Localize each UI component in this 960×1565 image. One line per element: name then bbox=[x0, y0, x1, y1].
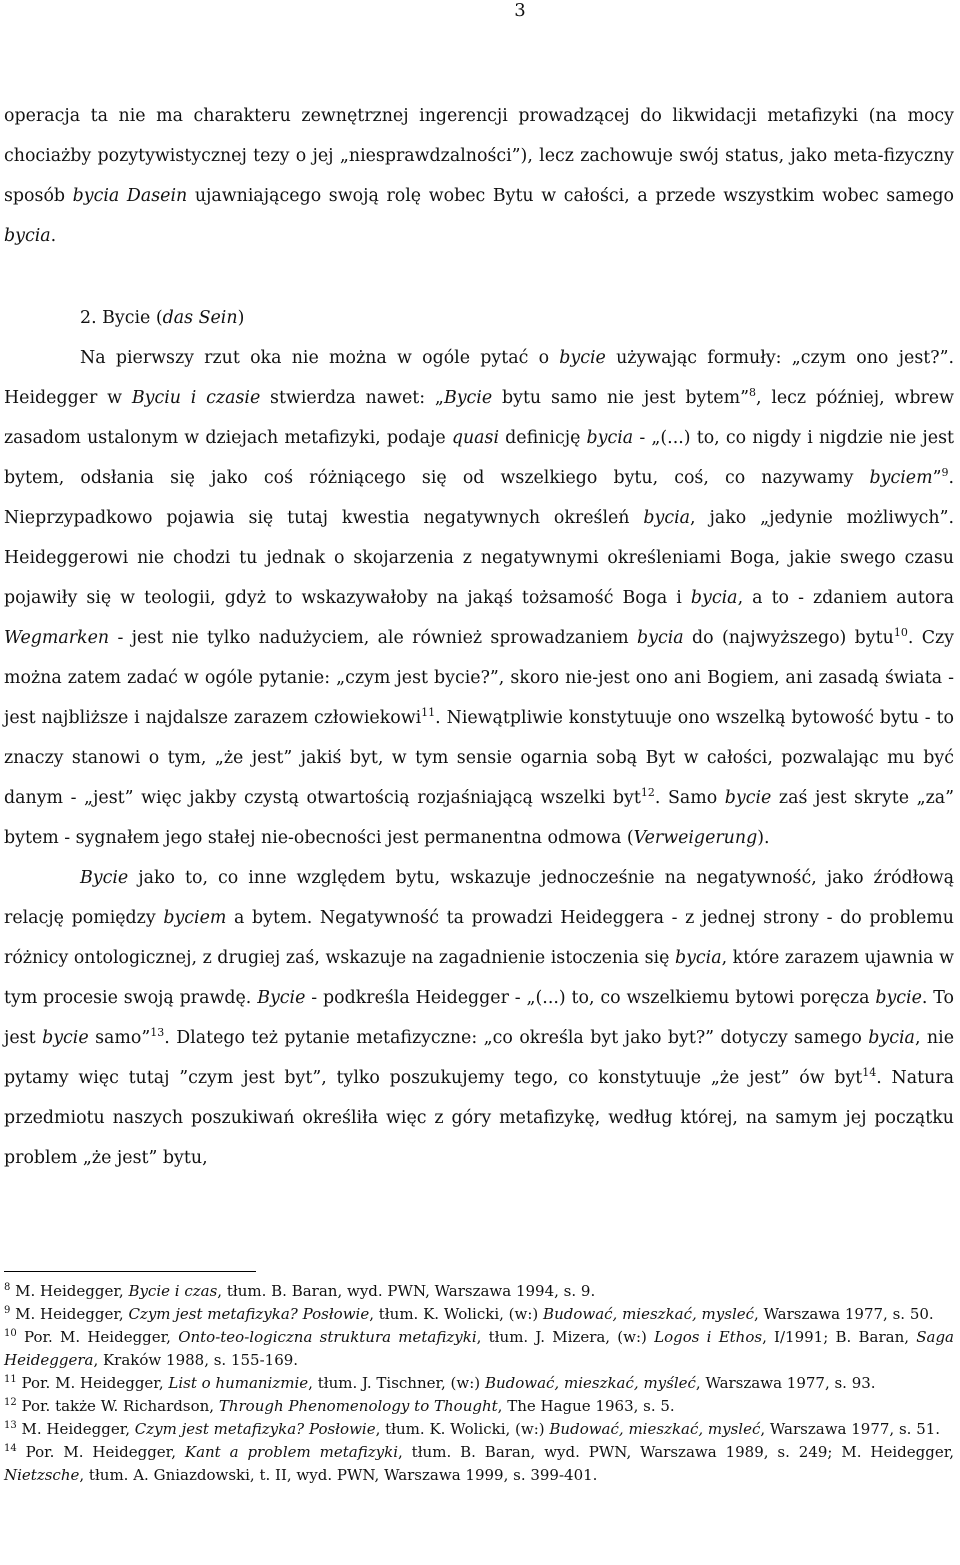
italic-run: Onto-teo-logiczna struktura metafizyki bbox=[178, 1328, 477, 1346]
footnote-ref[interactable]: 13 bbox=[150, 1026, 165, 1040]
italic-run: Budować, mieszkać, mysleć bbox=[549, 1420, 761, 1438]
italic-run: bycie bbox=[724, 788, 772, 808]
text-run: bytu samo nie jest bytem” bbox=[492, 388, 749, 408]
text-run: operacja ta nie ma charakteru zewnętrznej ingerencji prowadzącej do likwidacji metafizyki (na mocy chociażby pozytywistycznej tezy o jej „niesprawdzalności”), lecz zachowuje swój status, jako meta-fizyczny sposób bbox=[4, 106, 954, 206]
text-run: 2. Bycie ( bbox=[80, 308, 163, 328]
text-run: , Kraków 1988, s. 155-169. bbox=[93, 1351, 299, 1369]
text-run: . Dlatego też pytanie metafizyczne: „co określa byt jako byt?” dotyczy samego bbox=[164, 1028, 869, 1048]
footnote-ref[interactable]: 12 bbox=[640, 786, 655, 800]
italic-run: bycia bbox=[868, 1028, 915, 1048]
text-run: , lecz później, wbrew zasadom ustalonym w dziejach metafizyki, podaje bbox=[4, 388, 954, 448]
italic-run: Budować, mieszkać, mysleć bbox=[543, 1305, 755, 1323]
italic-run: bycia bbox=[586, 428, 634, 448]
text-run: . Samo bbox=[654, 788, 725, 808]
text-run: - „(...) to, co nigdy i nigdzie nie jest bytem, odsłania się jako coś różniącego się od wszelkiego bytu, coś, co nazywamy bbox=[4, 428, 954, 488]
text-run: samo” bbox=[88, 1028, 151, 1048]
text-run: , nie pytamy więc tutaj ”czym jest byt”, tylko poszukujemy tego, co konstytuuje „że jest” ów byt bbox=[4, 1028, 954, 1088]
text-run: ujawniającego swoją rolę wobec Bytu w całości, a przede wszystkim wobec samego bbox=[187, 186, 954, 206]
footnote-separator bbox=[4, 1271, 256, 1272]
text-run: definicję bbox=[499, 428, 587, 448]
footnote-number: 12 bbox=[4, 1397, 17, 1408]
footnote-12 bbox=[4, 1395, 954, 1418]
text-run: , a to - zdaniem autora bbox=[737, 588, 954, 608]
text-run: , tłum. J. Tischner, (w:) bbox=[308, 1374, 485, 1392]
text-run: ) bbox=[237, 308, 245, 328]
italic-run: byciem bbox=[869, 468, 933, 488]
italic-run: bycie bbox=[42, 1028, 89, 1048]
text-run: . Nieprzypadkowo pojawia się tutaj kwestia negatywnych określeń bbox=[4, 468, 954, 528]
text-run: M. Heidegger, bbox=[15, 1305, 129, 1323]
page-number: 3 bbox=[514, 0, 526, 21]
paragraph-2 bbox=[4, 338, 954, 858]
text-run: a bytem. Negatywność ta prowadzi Heideggera - z jednej strony - do problemu różnicy ontologicznej, z drugiej zaś, wskazuje na zagadnienie istoczenia się bbox=[4, 908, 954, 968]
italic-run: Byciu i czasie bbox=[131, 388, 261, 408]
italic-run: List o humanizmie bbox=[168, 1374, 309, 1392]
text-run: Na pierwszy rzut oka nie można w ogóle pytać o bbox=[80, 348, 560, 368]
italic-run: Bycie i czas bbox=[128, 1282, 218, 1300]
text-run: ” bbox=[932, 468, 942, 488]
italic-run: Through Phenomenology to Thought bbox=[218, 1397, 498, 1415]
italic-run: Wegmarken bbox=[4, 628, 110, 648]
text-run: , Warszawa 1977, s. 50. bbox=[754, 1305, 934, 1323]
footnote-9 bbox=[4, 1303, 954, 1326]
text-run: Por. M. Heidegger, bbox=[25, 1443, 185, 1461]
text-run: , które zarazem ujawnia w tym procesie swoją prawdę. bbox=[4, 948, 954, 1008]
footnote-number: 13 bbox=[4, 1420, 17, 1431]
footnote-8 bbox=[4, 1280, 954, 1303]
italic-run: Kant a problem metafizyki bbox=[184, 1443, 398, 1461]
text-run: . Czy można zatem zadać w ogóle pytanie: „czym jest bycie?”, skoro nie-jest ono ani Bogiem, ani zasadą świata - jest najbliższe i najdalsze zarazem człowiekowi bbox=[4, 628, 954, 728]
text-run: M. Heidegger, bbox=[15, 1282, 129, 1300]
paragraph-1 bbox=[4, 96, 954, 256]
text-run: stwierdza nawet: „ bbox=[260, 388, 444, 408]
text-run: , jako „jedynie możliwych”. Heideggerowi nie chodzi tu jednak o skojarzenia z negatywnymi określeniami Boga, jakie swego czasu pojawiły się w teologii, gdyż to wskazywałoby na jakąś tożsamość Boga i bbox=[4, 508, 954, 608]
italic-run: quasi bbox=[451, 428, 499, 448]
italic-run: Nietzsche bbox=[4, 1466, 80, 1484]
footnote-ref[interactable]: 11 bbox=[421, 706, 436, 720]
footnote-10 bbox=[4, 1326, 954, 1372]
italic-run: Logos i Ethos bbox=[654, 1328, 763, 1346]
footnote-14 bbox=[4, 1441, 954, 1487]
footnote-number: 14 bbox=[4, 1443, 17, 1454]
body-text bbox=[4, 96, 954, 1178]
text-run: , Warszawa 1977, s. 93. bbox=[695, 1374, 876, 1392]
text-run: , tłum. A. Gniazdowski, t. II, wyd. PWN, Warszawa 1999, s. 399-401. bbox=[79, 1466, 598, 1484]
text-run: Por. M. Heidegger, bbox=[23, 1328, 179, 1346]
italic-run: Bycie bbox=[80, 868, 129, 888]
italic-run: bycia bbox=[637, 628, 684, 648]
footnote-number: 8 bbox=[4, 1282, 11, 1293]
section-heading bbox=[4, 298, 954, 338]
paragraph-3 bbox=[4, 858, 954, 1178]
text-run: . Niewątpliwie konstytuuje ono wszelką bytowość bytu - to znaczy stanowi o tym, „że jest” jakiś byt, w tym sensie ogarnia sobą Byt w całości, pozwalając mu być danym - „jest” więc jakby czystą otwartością rozjaśniającą wszelki byt bbox=[4, 708, 954, 808]
italic-run: bycia bbox=[690, 588, 738, 608]
text-run: , The Hague 1963, s. 5. bbox=[497, 1397, 675, 1415]
footnote-ref[interactable]: 9 bbox=[941, 466, 949, 480]
footnote-ref[interactable]: 8 bbox=[748, 386, 756, 400]
text-run: jako to, co inne względem bytu, wskazuje jednocześnie na negatywność, jako źródłową relację pomiędzy bbox=[4, 868, 954, 928]
text-run: , tłum. K. Wolicki, (w:) bbox=[375, 1420, 550, 1438]
footnote-number: 9 bbox=[4, 1305, 11, 1316]
footnote-13 bbox=[4, 1418, 954, 1441]
italic-run: bycia bbox=[674, 948, 722, 968]
text-run: , I/1991; B. Baran, bbox=[762, 1328, 917, 1346]
italic-run: Saga Heideggera bbox=[4, 1328, 954, 1369]
text-run: . To jest bbox=[4, 988, 954, 1048]
footnote-ref[interactable]: 10 bbox=[893, 626, 908, 640]
text-run: , Warszawa 1977, s. 51. bbox=[760, 1420, 941, 1438]
footnote-11 bbox=[4, 1372, 954, 1395]
footnote-number: 11 bbox=[4, 1374, 17, 1385]
text-run: Por. także W. Richardson, bbox=[21, 1397, 219, 1415]
italic-run: bycie bbox=[559, 348, 606, 368]
italic-run: bycia bbox=[4, 226, 51, 246]
text-run: , tłum. J. Mizera, (w:) bbox=[476, 1328, 655, 1346]
footnote-number: 10 bbox=[4, 1328, 17, 1339]
italic-run: Czym jest metafizyka? Posłowie bbox=[128, 1305, 370, 1323]
italic-run: Bycie bbox=[257, 988, 306, 1008]
text-run: - podkreśla Heidegger - „(...) to, co wszelkiemu bytowi poręcza bbox=[305, 988, 876, 1008]
text-run: , tłum. K. Wolicki, (w:) bbox=[369, 1305, 544, 1323]
text-run: M. Heidegger, bbox=[21, 1420, 135, 1438]
text-run: ). bbox=[757, 828, 770, 848]
text-run: Por. M. Heidegger, bbox=[21, 1374, 169, 1392]
italic-run: das Sein bbox=[162, 308, 238, 328]
italic-run: Bycie bbox=[443, 388, 493, 408]
italic-run: byciem bbox=[163, 908, 227, 928]
text-run: . Natura przedmiotu naszych poszukiwań określiła więc z góry metafizykę, według której, na samym jej początku problem „że jest” bytu, bbox=[4, 1068, 954, 1168]
text-run: , tłum. B. Baran, wyd. PWN, Warszawa 1994, s. 9. bbox=[217, 1282, 596, 1300]
italic-run: bycia bbox=[643, 508, 691, 528]
text-run: używając formuły: „czym ono jest?”. Heidegger w bbox=[4, 348, 954, 408]
italic-run: bycia Dasein bbox=[72, 186, 188, 206]
text-run: do (najwyższego) bytu bbox=[683, 628, 894, 648]
footnotes bbox=[4, 1280, 954, 1487]
text-run: . bbox=[50, 226, 57, 246]
footnote-ref[interactable]: 14 bbox=[862, 1066, 877, 1080]
italic-run: bycie bbox=[875, 988, 922, 1008]
text-run: zaś jest skryte „za” bytem - sygnałem jego stałej nie-obecności jest permanentna odmowa ( bbox=[4, 788, 954, 848]
text-run: , tłum. B. Baran, wyd. PWN, Warszawa 1989, s. 249; M. Heidegger, bbox=[398, 1443, 954, 1461]
italic-run: Budować, mieszkać, myśleć bbox=[484, 1374, 696, 1392]
italic-run: Czym jest metafizyka? Posłowie bbox=[134, 1420, 376, 1438]
italic-run: Verweigerung bbox=[633, 828, 758, 848]
text-run: - jest nie tylko nadużyciem, ale również sprowadzaniem bbox=[109, 628, 638, 648]
